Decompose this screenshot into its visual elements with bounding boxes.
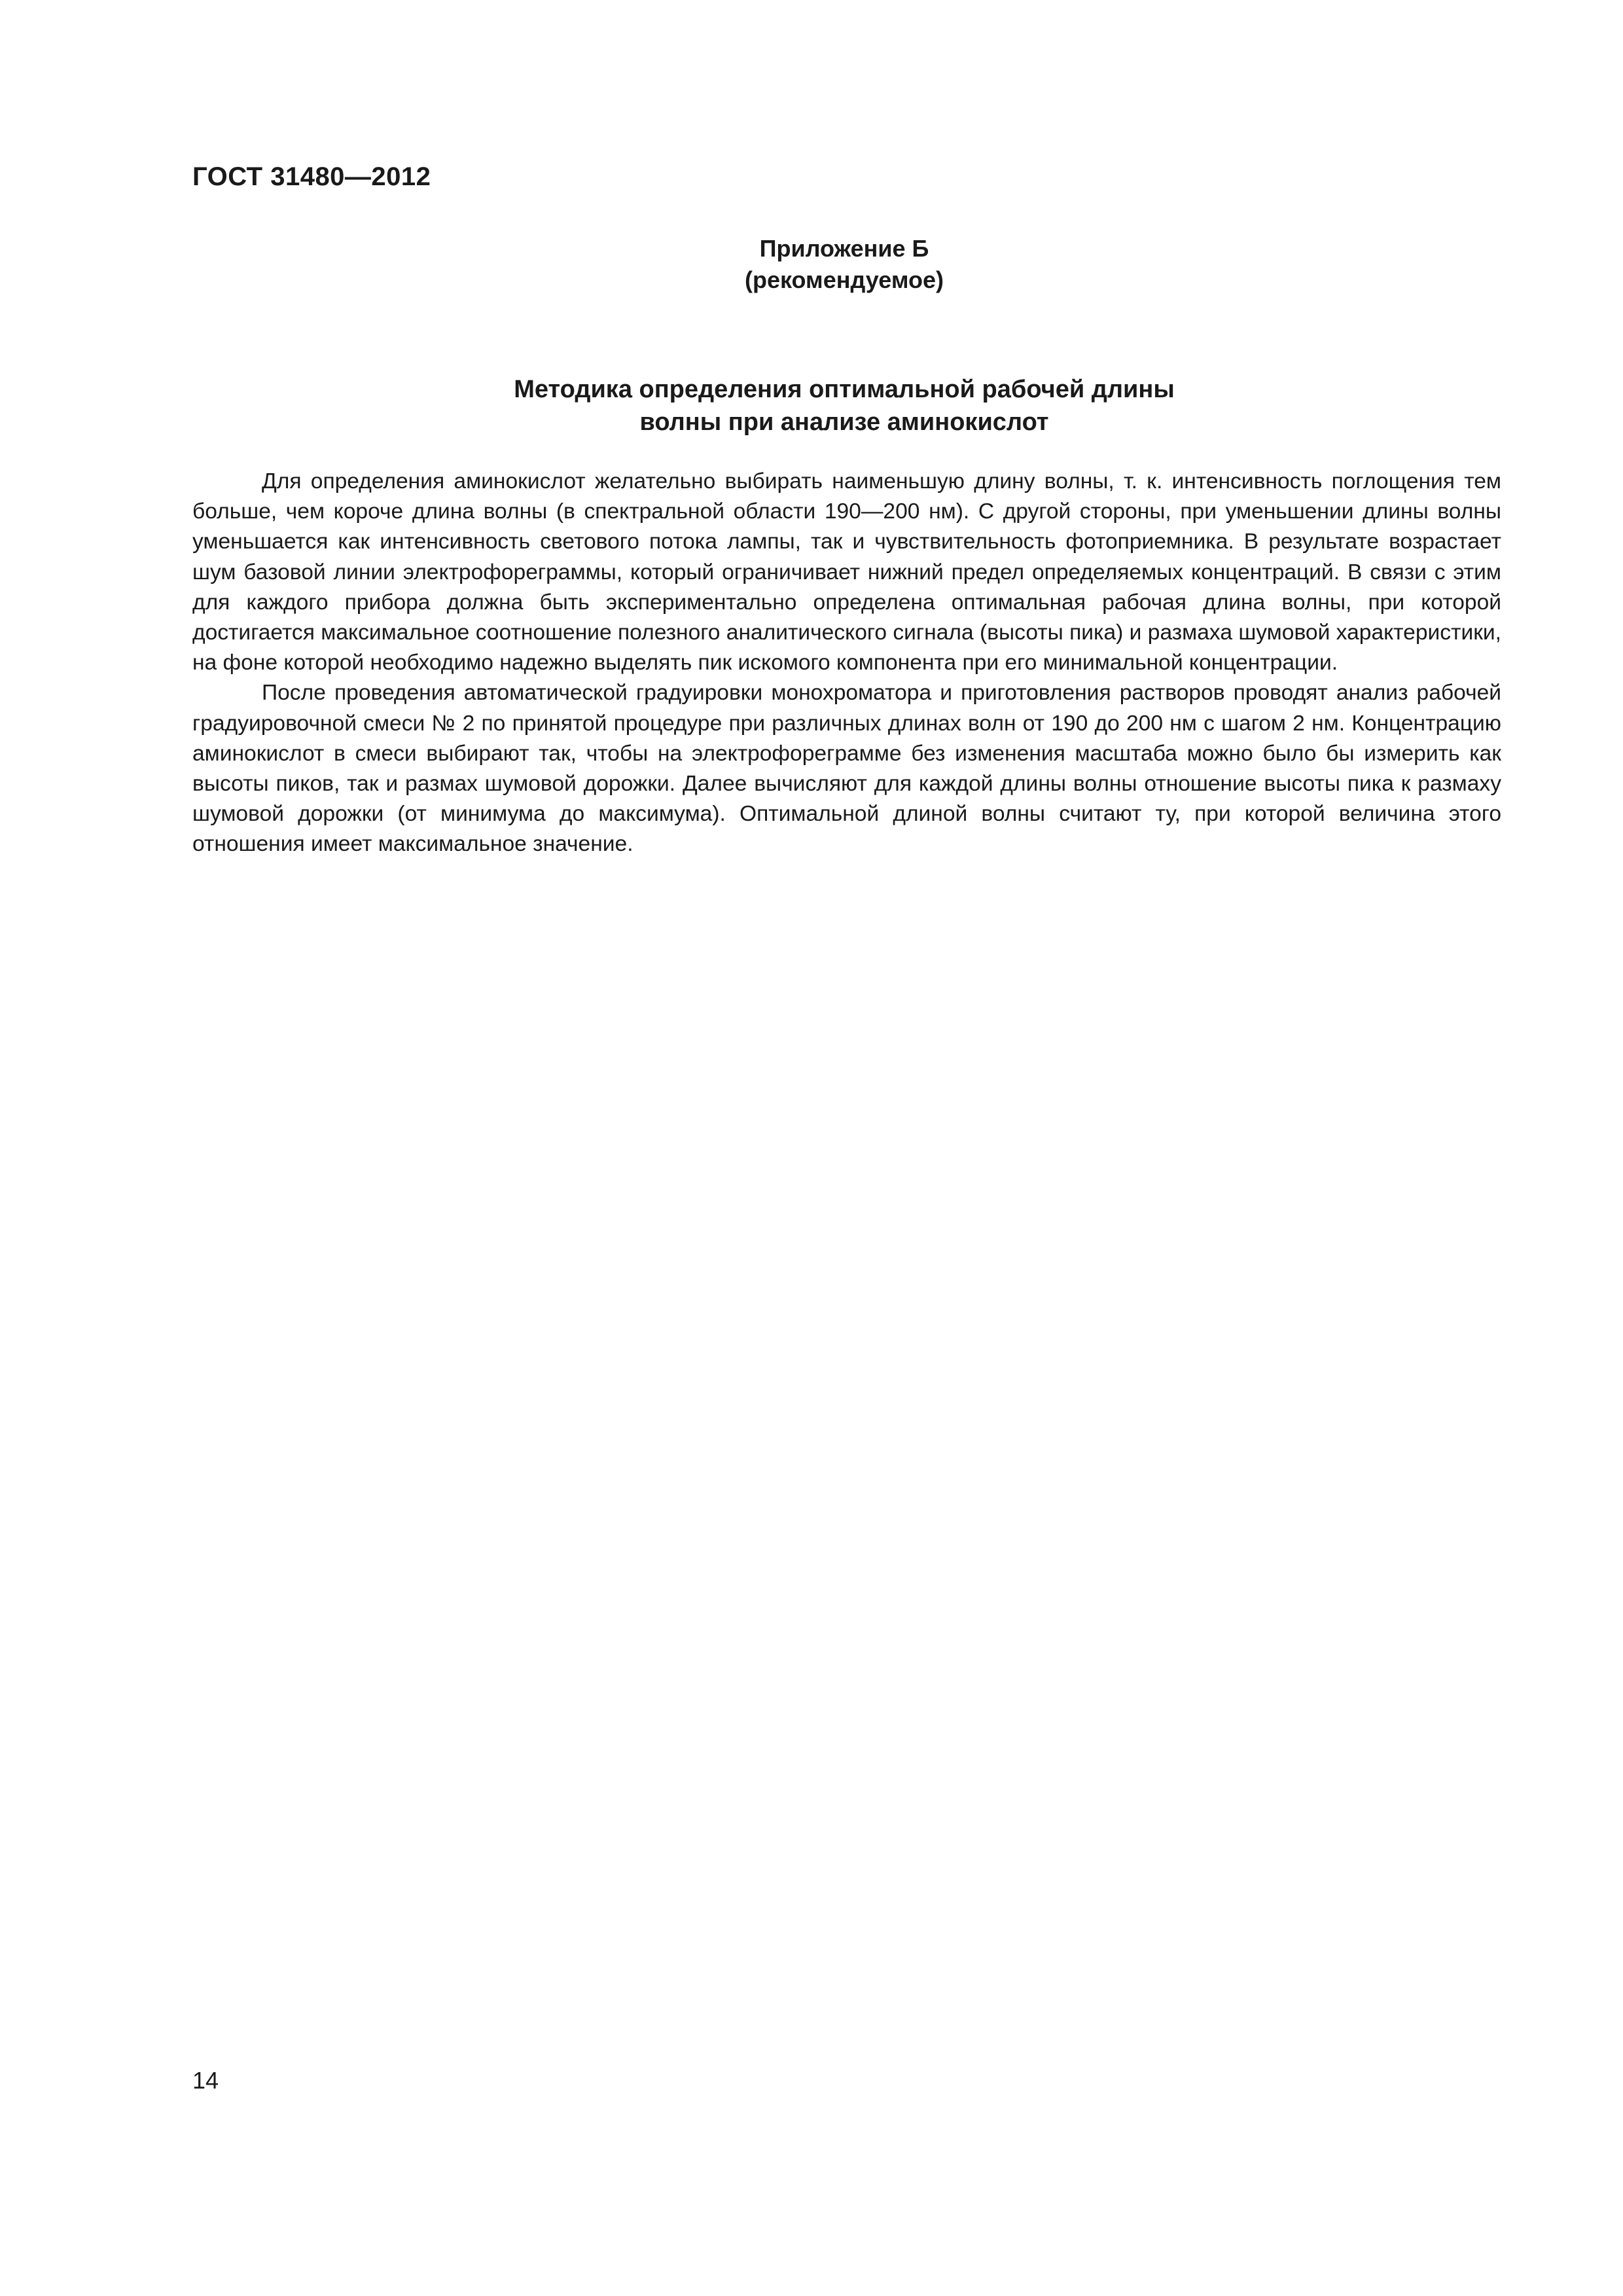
body-text — [192, 467, 1501, 860]
section-title-line-1: Методика определения оптимальной рабочей длины — [514, 376, 1175, 403]
paragraph: После проведения автоматической градуировки монохроматора и приготовления растворов проводят анализ рабочей градуировочной смеси № 2 по принятой процедуре при различных длинах волн от 190 до 200 нм с шагом 2 нм. Концентрацию аминокислот в смеси выбирают так, чтобы на электрофореграмме без изменения масштаба можно было бы измерить как высоты пиков, так и размах шумовой дорожки. Далее вычисляют для каждой длины волны отношение высоты пика к размаху шумовой дорожки (от минимума до максимума). Оптимальной длиной волны считают ту, при которой величина этого отношения имеет максимальное значение. — [192, 681, 1501, 857]
section-title — [327, 373, 1361, 439]
standard-code: ГОСТ 31480—2012 — [192, 162, 431, 191]
appendix-label: Приложение Б — [759, 235, 929, 262]
appendix-status: (рекомендуемое) — [745, 266, 944, 293]
paragraph: Для определения аминокислот желательно выбирать наименьшую длину волны, т. к. интенсивность поглощения тем больше, чем короче длина волны (в спектральной области 190—200 нм). С другой стороны, при уменьшении длины волны уменьшается как интенсивность светового потока лампы, так и чувствительность фотоприемника. В результате возрастает шум базовой линии электрофореграммы, который ограничивает нижний предел определяемых концентраций. В связи с этим для каждого прибора должна быть экспериментально определена оптимальная рабочая длина волны, при которой достигается максимальное соотношение полезного аналитического сигнала (высоты пика) и размаха шумовой характеристики, на фоне которой необходимо надежно выделять пик искомого компонента при его минимальной концентрации. — [192, 469, 1501, 675]
page-number: 14 — [192, 2067, 219, 2094]
appendix-heading — [661, 233, 1027, 296]
section-title-line-2: волны при анализе аминокислот — [639, 408, 1049, 436]
